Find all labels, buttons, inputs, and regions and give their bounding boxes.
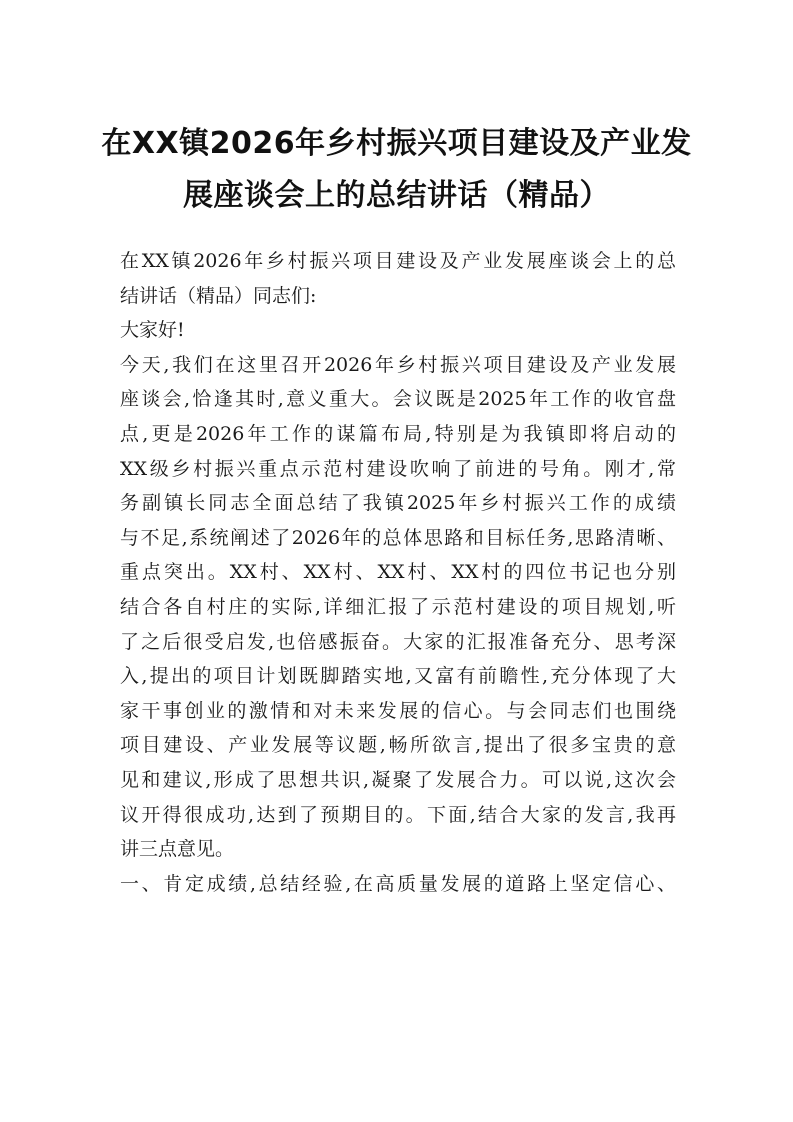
body-line-1: 在XX镇2026年乡村振兴项目建设及产业发展座谈会上的总 <box>120 250 676 272</box>
title-line-1: 在XX镇2026年乡村振兴项目建设及产业发 <box>101 126 692 161</box>
body-line-7: XX级乡村振兴重点示范村建设吹响了前进的号角。刚才,常 <box>120 457 676 480</box>
body-line-13: 入,提出的项目计划既脚踏实地,又富有前瞻性,充分体现了大 <box>120 665 676 688</box>
body-line-11: 结合各自村庄的实际,详细汇报了示范村建设的项目规划,听 <box>120 595 676 618</box>
body-line-3: 大家好! <box>120 319 185 342</box>
body-line-2: 结讲话（精品）同志们: <box>120 284 317 307</box>
body-line-16: 见和建议,形成了思想共识,凝聚了发展合力。可以说,这次会 <box>120 768 676 791</box>
body-line-4: 今天,我们在这里召开2026年乡村振兴项目建设及产业发展 <box>120 353 676 376</box>
body-line-12: 了之后很受启发,也倍感振奋。大家的汇报准备充分、思考深 <box>120 630 676 653</box>
document-body <box>120 244 676 901</box>
body-line-18: 讲三点意见。 <box>120 838 235 861</box>
document-title <box>100 118 693 222</box>
body-line-15: 项目建设、产业发展等议题,畅所欲言,提出了很多宝贵的意 <box>120 734 676 757</box>
body-line-8: 务副镇长同志全面总结了我镇2025年乡村振兴工作的成绩 <box>120 492 676 515</box>
body-line-17: 议开得很成功,达到了预期目的。下面,结合大家的发言,我再 <box>120 803 676 826</box>
body-line-10: 重点突出。XX村、XX村、XX村、XX村的四位书记也分别 <box>120 561 676 584</box>
body-line-5: 座谈会,恰逢其时,意义重大。会议既是2025年工作的收官盘 <box>120 388 676 411</box>
body-line-9: 与不足,系统阐述了2026年的总体思路和目标任务,思路清晰、 <box>120 526 676 549</box>
body-line-14: 家干事创业的激情和对未来发展的信心。与会同志们也围绕 <box>120 699 676 722</box>
body-line-19: 一、肯定成绩,总结经验,在高质量发展的道路上坚定信心、 <box>120 872 676 895</box>
body-line-6: 点,更是2026年工作的谋篇布局,特别是为我镇即将启动的 <box>120 422 676 445</box>
title-line-2: 展座谈会上的总结讲话（精品） <box>183 178 610 213</box>
